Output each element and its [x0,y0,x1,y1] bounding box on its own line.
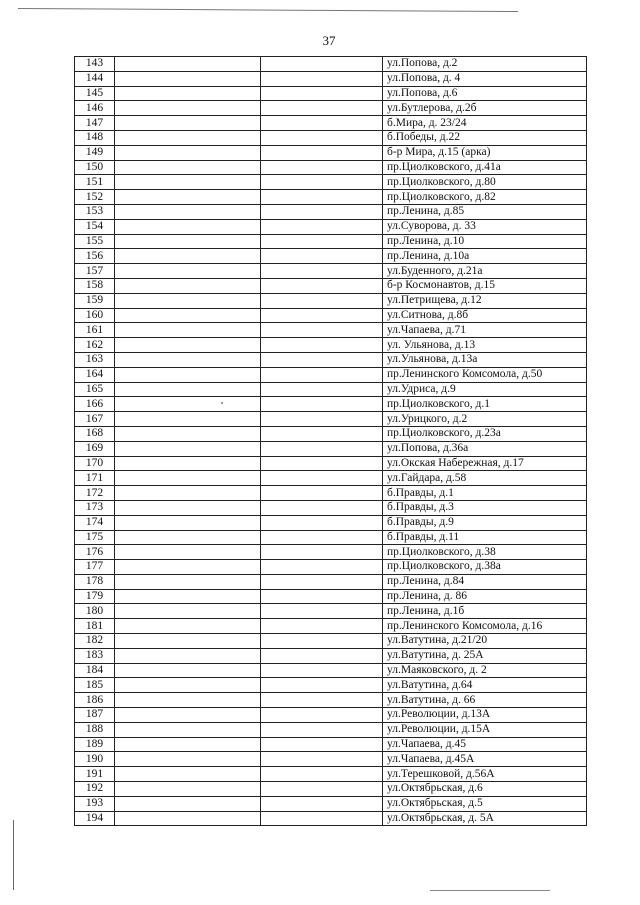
table-row [75,456,587,471]
empty-cell [261,412,383,427]
empty-cell [115,264,261,279]
address-cell: пр.Циолковского, д.82 [383,190,587,205]
row-number: 182 [75,634,115,649]
empty-cell [115,160,261,175]
address-cell: ул.Попова, д. 4 [383,71,587,86]
address-cell: ул. Ульянова, д.13 [383,338,587,353]
empty-cell [115,574,261,589]
table-row [75,190,587,205]
row-number: 167 [75,412,115,427]
empty-cell [261,293,383,308]
empty-cell [261,426,383,441]
empty-cell [261,190,383,205]
address-cell: ул.Ульянова, д.13а [383,352,587,367]
empty-cell [261,722,383,737]
address-cell: б.Победы, д.22 [383,130,587,145]
row-number: 154 [75,219,115,234]
empty-cell [261,708,383,723]
row-number: 186 [75,693,115,708]
empty-cell [261,175,383,190]
empty-cell [115,219,261,234]
empty-cell [115,708,261,723]
address-cell: пр.Ленина, д.84 [383,574,587,589]
row-number: 146 [75,101,115,116]
empty-cell [115,382,261,397]
row-number: 181 [75,619,115,634]
row-number: 145 [75,86,115,101]
address-cell: пр.Циолковского, д.80 [383,175,587,190]
empty-cell [261,648,383,663]
row-number: 150 [75,160,115,175]
row-number: 188 [75,722,115,737]
empty-cell [261,160,383,175]
table-row [75,426,587,441]
address-cell: б.Правды, д.3 [383,500,587,515]
address-cell: ул.Ватутина, д.21/20 [383,634,587,649]
table-row [75,693,587,708]
empty-cell [115,471,261,486]
empty-cell [261,219,383,234]
empty-cell [115,234,261,249]
empty-cell [115,796,261,811]
table-row [75,471,587,486]
empty-cell [261,441,383,456]
table-row [75,278,587,293]
table-row [75,412,587,427]
table-row [75,249,587,264]
table-row [75,782,587,797]
empty-cell [261,589,383,604]
row-number: 170 [75,456,115,471]
empty-cell [115,693,261,708]
address-cell: пр.Ленинского Комсомола, д.50 [383,367,587,382]
table-row [75,86,587,101]
table-row [75,145,587,160]
table-row [75,116,587,131]
table-row [75,752,587,767]
address-cell: ул.Петрищева, д.12 [383,293,587,308]
table-row [75,323,587,338]
row-number: 175 [75,530,115,545]
empty-cell [115,604,261,619]
empty-cell [261,693,383,708]
row-number: 168 [75,426,115,441]
empty-cell [115,204,261,219]
empty-cell [261,71,383,86]
address-cell: б.Правды, д.9 [383,515,587,530]
address-cell: ул.Октябрьская, д.5 [383,796,587,811]
empty-cell [261,204,383,219]
row-number: 147 [75,116,115,131]
empty-cell [261,352,383,367]
table-row [75,130,587,145]
address-cell: пр.Ленина, д. 86 [383,589,587,604]
table-row [75,530,587,545]
address-cell: ул.Ватутина, д.64 [383,678,587,693]
empty-cell [115,397,261,412]
row-number: 192 [75,782,115,797]
row-number: 164 [75,367,115,382]
empty-cell [261,471,383,486]
empty-cell [115,367,261,382]
empty-cell [261,397,383,412]
address-cell: ул.Окская Набережная, д.17 [383,456,587,471]
empty-cell [115,71,261,86]
empty-cell [261,574,383,589]
address-cell: б-р Космонавтов, д.15 [383,278,587,293]
row-number: 156 [75,249,115,264]
address-cell: ул.Гайдара, д.58 [383,471,587,486]
row-number: 174 [75,515,115,530]
table-row [75,500,587,515]
empty-cell [115,116,261,131]
row-number: 171 [75,471,115,486]
table-row [75,367,587,382]
address-cell: ул.Ситнова, д.8б [383,308,587,323]
table-row [75,175,587,190]
empty-cell [115,338,261,353]
address-cell: ул.Революции, д.15А [383,722,587,737]
table-row [75,293,587,308]
row-number: 158 [75,278,115,293]
table-row [75,678,587,693]
empty-cell [115,560,261,575]
table-row [75,486,587,501]
address-cell: б.Правды, д.11 [383,530,587,545]
table-row [75,811,587,826]
empty-cell [261,500,383,515]
empty-cell [115,323,261,338]
empty-cell [115,190,261,205]
address-cell: ул.Урицкого, д.2 [383,412,587,427]
empty-cell [261,57,383,72]
address-cell: пр.Циолковского, д.41а [383,160,587,175]
row-number: 189 [75,737,115,752]
empty-cell [115,782,261,797]
row-number: 166 [75,397,115,412]
empty-cell [261,752,383,767]
empty-cell [261,382,383,397]
table-row [75,796,587,811]
address-cell: пр.Ленина, д.10 [383,234,587,249]
empty-cell [115,175,261,190]
address-cell: б-р Мира, д.15 (арка) [383,145,587,160]
address-cell: ул.Революции, д.13А [383,708,587,723]
empty-cell [261,278,383,293]
empty-cell [115,663,261,678]
address-cell: ул.Суворова, д. 33 [383,219,587,234]
table-row [75,234,587,249]
empty-cell [115,500,261,515]
table-row [75,663,587,678]
empty-cell [115,619,261,634]
row-number: 194 [75,811,115,826]
empty-cell [115,308,261,323]
empty-cell [115,456,261,471]
table-row [75,737,587,752]
empty-cell [261,308,383,323]
address-cell: ул.Чапаева, д.71 [383,323,587,338]
table-row [75,634,587,649]
empty-cell [115,634,261,649]
address-cell: ул.Маяковского, д. 2 [383,663,587,678]
empty-cell [261,249,383,264]
empty-cell [115,515,261,530]
empty-cell [261,545,383,560]
table-row [75,574,587,589]
table-row [75,264,587,279]
address-cell: ул.Попова, д.2 [383,57,587,72]
empty-cell [115,545,261,560]
empty-cell [115,101,261,116]
empty-cell [261,456,383,471]
address-cell: ул.Чапаева, д.45 [383,737,587,752]
address-cell: ул.Октябрьская, д.6 [383,782,587,797]
row-number: 172 [75,486,115,501]
address-cell: ул.Буденного, д.21а [383,264,587,279]
address-cell: ул.Бутлерова, д.2б [383,101,587,116]
empty-cell [115,57,261,72]
table-row [75,648,587,663]
table-row [75,219,587,234]
row-number: 176 [75,545,115,560]
empty-cell [115,278,261,293]
table-row [75,589,587,604]
empty-cell [115,722,261,737]
table-row [75,382,587,397]
empty-cell [261,116,383,131]
empty-cell [261,234,383,249]
address-cell: пр.Ленинского Комсомола, д.16 [383,619,587,634]
table-row [75,397,587,412]
row-number: 187 [75,708,115,723]
row-number: 144 [75,71,115,86]
table-row [75,619,587,634]
table-row [75,57,587,72]
address-cell: ул.Ватутина, д. 25А [383,648,587,663]
empty-cell [115,86,261,101]
empty-cell [115,678,261,693]
row-number: 160 [75,308,115,323]
empty-cell [261,678,383,693]
row-number: 191 [75,767,115,782]
empty-cell [261,634,383,649]
table-row [75,352,587,367]
table-row [75,560,587,575]
row-number: 185 [75,678,115,693]
table-row [75,160,587,175]
empty-cell [261,101,383,116]
empty-cell [261,323,383,338]
table-row [75,308,587,323]
row-number: 153 [75,204,115,219]
empty-cell [115,412,261,427]
empty-cell [115,293,261,308]
address-cell: ул.Чапаева, д.45А [383,752,587,767]
scan-top-rule [18,8,518,12]
row-number: 183 [75,648,115,663]
empty-cell [115,737,261,752]
empty-cell [115,530,261,545]
address-cell: ул.Октябрьская, д. 5А [383,811,587,826]
row-number: 161 [75,323,115,338]
row-number: 159 [75,293,115,308]
address-cell: ул.Попова, д.36а [383,441,587,456]
row-number: 178 [75,574,115,589]
address-cell: пр.Ленина, д.85 [383,204,587,219]
empty-cell [261,663,383,678]
address-cell: б.Правды, д.1 [383,486,587,501]
empty-cell [261,515,383,530]
table-row [75,441,587,456]
table-row [75,604,587,619]
empty-cell [115,352,261,367]
empty-cell [261,264,383,279]
empty-cell [115,752,261,767]
address-cell: пр.Циолковского, д.38 [383,545,587,560]
row-number: 184 [75,663,115,678]
empty-cell [115,589,261,604]
table-row [75,515,587,530]
address-cell: ул.Удриса, д.9 [383,382,587,397]
row-number: 155 [75,234,115,249]
row-number: 193 [75,796,115,811]
empty-cell [261,811,383,826]
table-row [75,722,587,737]
row-number: 180 [75,604,115,619]
empty-cell [115,441,261,456]
address-cell: пр.Циолковского, д.38а [383,560,587,575]
empty-cell [261,604,383,619]
empty-cell [261,530,383,545]
address-cell: пр.Ленина, д.10а [383,249,587,264]
empty-cell [261,145,383,160]
address-table-body [75,57,587,826]
table-row [75,338,587,353]
row-number: 169 [75,441,115,456]
empty-cell [261,737,383,752]
row-number: 177 [75,560,115,575]
page-number: 37 [322,33,336,48]
empty-cell [261,782,383,797]
row-number: 190 [75,752,115,767]
empty-cell [115,145,261,160]
empty-cell [115,648,261,663]
row-number: 152 [75,190,115,205]
address-cell: пр.Ленина, д.1б [383,604,587,619]
scan-margin-mark [13,820,14,890]
row-number: 157 [75,264,115,279]
row-number: 148 [75,130,115,145]
table-row [75,545,587,560]
scan-bottom-rule [430,890,550,891]
row-number: 162 [75,338,115,353]
address-cell: ул.Терешковой, д.56А [383,767,587,782]
table-row [75,101,587,116]
address-cell: ул.Ватутина, д. 66 [383,693,587,708]
empty-cell [115,486,261,501]
address-cell: б.Мира, д. 23/24 [383,116,587,131]
empty-cell [115,767,261,782]
row-number: 151 [75,175,115,190]
table-row [75,708,587,723]
empty-cell [115,249,261,264]
row-number: 173 [75,500,115,515]
address-table [74,56,587,826]
address-cell: ул.Попова, д.6 [383,86,587,101]
row-number: 179 [75,589,115,604]
table-row [75,204,587,219]
empty-cell [261,796,383,811]
empty-cell [261,619,383,634]
empty-cell [261,130,383,145]
empty-cell [115,130,261,145]
row-number: 163 [75,352,115,367]
address-cell: пр.Циолковского, д.23а [383,426,587,441]
row-number: 165 [75,382,115,397]
empty-cell [261,367,383,382]
row-number: 149 [75,145,115,160]
address-cell: пр.Циолковского, д.1 [383,397,587,412]
row-number: 143 [75,57,115,72]
empty-cell [115,811,261,826]
table-row [75,71,587,86]
empty-cell [261,560,383,575]
empty-cell [261,767,383,782]
empty-cell [261,486,383,501]
empty-cell [261,86,383,101]
table-row [75,767,587,782]
empty-cell [115,426,261,441]
empty-cell [261,338,383,353]
